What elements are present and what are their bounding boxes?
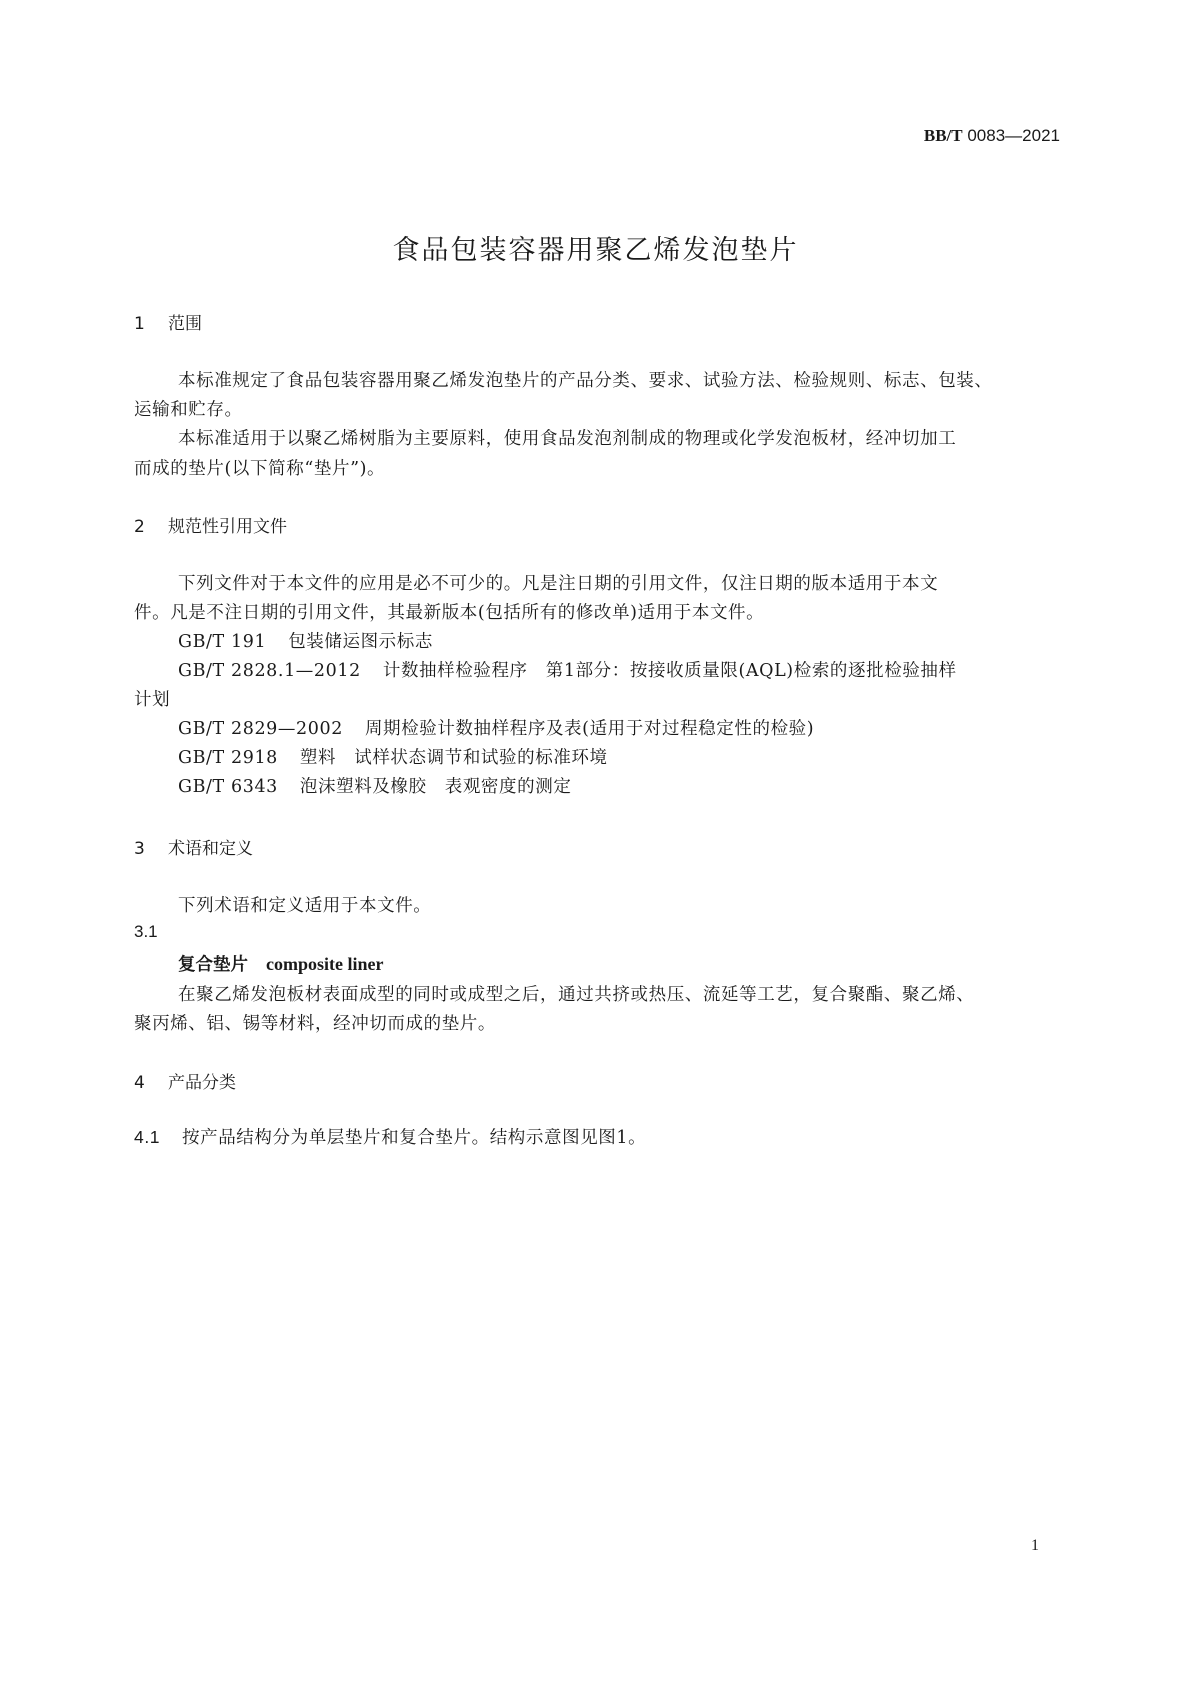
reference-item: [178, 628, 433, 653]
section-4-heading: [134, 1068, 236, 1093]
reference-title: 泡沫塑料及橡胶 表观密度的测定: [299, 777, 572, 797]
section-title: 产品分类: [168, 1073, 236, 1093]
reference-code: GB/T 2918: [178, 748, 278, 768]
section-title: 规范性引用文件: [168, 517, 287, 537]
reference-title: 计数抽样检验程序 第1部分：按接收质量限(AQL)检索的逐批检验抽样: [382, 661, 957, 681]
clause-text: 按产品结构分为单层垫片和复合垫片。结构示意图见图1。: [182, 1128, 647, 1148]
section-1-heading: [134, 309, 202, 334]
paragraph-line: 下列文件对于本文件的应用是必不可少的。凡是注日期的引用文件，仅注日期的版本适用于本文: [178, 574, 939, 594]
section-number: 1: [134, 314, 145, 334]
standard-code-prefix: BB/T: [923, 126, 963, 145]
page-number: 1: [1031, 1537, 1039, 1554]
section-3-heading: [134, 834, 253, 859]
standard-code: [924, 126, 1060, 146]
reference-item: [178, 744, 608, 769]
reference-continuation: 计划: [134, 690, 171, 710]
document-title: 食品包装容器用聚乙烯发泡垫片: [392, 235, 799, 266]
standard-code-number: 0083—2021: [962, 126, 1060, 145]
definition-line: 聚丙烯、铝、锡等材料，经冲切而成的垫片。: [134, 1014, 496, 1034]
reference-title: 包装储运图示标志: [288, 632, 433, 652]
reference-code: GB/T 6343: [178, 777, 278, 797]
clause-4-1: [134, 1124, 646, 1149]
section-number: 3: [134, 839, 145, 859]
paragraph-line: 下列术语和定义适用于本文件。: [178, 896, 432, 916]
reference-item: [178, 657, 957, 682]
section-number: 2: [134, 517, 145, 537]
section-2-heading: [134, 512, 287, 537]
paragraph-line: 本标准适用于以聚乙烯树脂为主要原料，使用食品发泡剂制成的物理或化学发泡板材，经冲切加工: [178, 429, 957, 449]
paragraph-line: 而成的垫片(以下简称“垫片”)。: [134, 459, 386, 479]
clause-number: 4.1: [134, 1127, 161, 1147]
section-number: 4: [134, 1073, 145, 1093]
term-entry: [178, 951, 383, 976]
paragraph-line: 运输和贮存。: [134, 400, 243, 420]
term-english: composite liner: [266, 954, 384, 974]
paragraph-line: 件。凡是不注日期的引用文件，其最新版本(包括所有的修改单)适用于本文件。: [134, 603, 765, 623]
reference-title: 周期检验计数抽样程序及表(适用于对过程稳定性的检验): [364, 719, 815, 739]
reference-code: GB/T 191: [178, 632, 267, 652]
reference-title: 塑料 试样状态调节和试验的标准环境: [299, 748, 608, 768]
reference-item: [178, 715, 814, 740]
subclause-number: 3.1: [134, 922, 158, 941]
reference-code: GB/T 2829—2002: [178, 719, 343, 739]
reference-item: [178, 773, 571, 798]
section-title: 术语和定义: [168, 839, 253, 859]
paragraph-line: 本标准规定了食品包装容器用聚乙烯发泡垫片的产品分类、要求、试验方法、检验规则、标志、包装、: [178, 371, 993, 391]
term-chinese: 复合垫片: [178, 955, 248, 975]
section-title: 范围: [168, 314, 202, 334]
definition-line: 在聚乙烯发泡板材表面成型的同时或成型之后，通过共挤或热压、流延等工艺，复合聚酯、聚乙烯、: [178, 985, 975, 1005]
reference-code: GB/T 2828.1—2012: [178, 661, 361, 681]
